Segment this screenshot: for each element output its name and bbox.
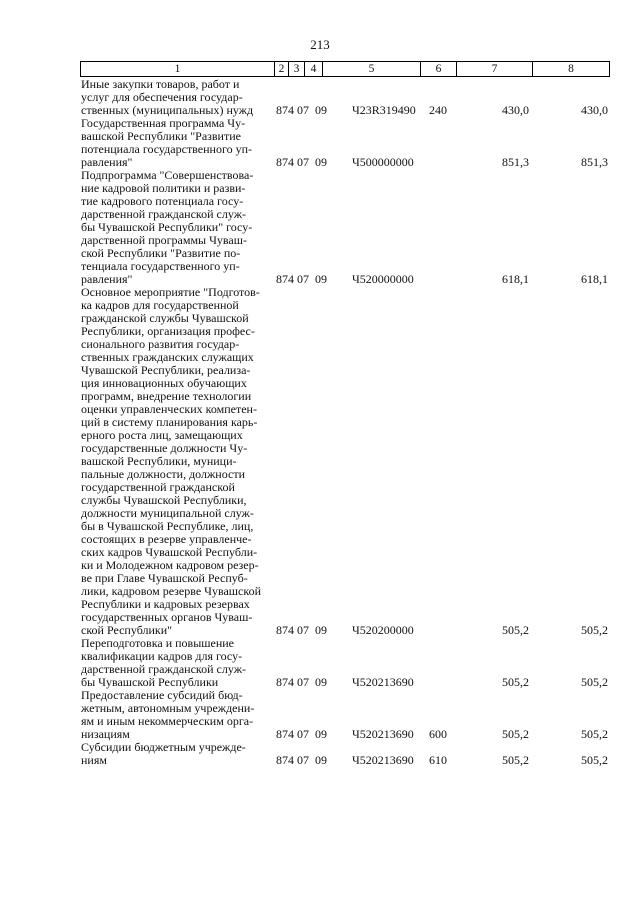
section-code: 07	[297, 675, 309, 689]
header-cell-5: 5	[323, 62, 421, 76]
amount-column-7: 618,1	[502, 272, 529, 286]
subsection-code: 09	[315, 272, 327, 286]
row-description: Подпрограмма "Совершенствова- ние кадровой политики и разви- тие кадрового потенциала госу- дарственной гражданской служ- бы Чувашской Республики" госу- дарственной программы Чуваш- ской Республики "Развитие по- тенциала государственного уп- равления"	[81, 168, 254, 286]
section-code: 07	[297, 272, 309, 286]
expense-type-code: 240	[429, 103, 447, 117]
target-article-code: Ч520000000	[352, 272, 414, 286]
admin-code: 874	[276, 155, 294, 169]
amount-column-8: 505,2	[581, 675, 608, 689]
subsection-code: 09	[315, 103, 327, 117]
subsection-code: 09	[315, 623, 327, 637]
amount-column-7: 505,2	[502, 727, 529, 741]
header-cell-1: 1	[81, 62, 275, 76]
target-article-code: Ч520213690	[352, 727, 414, 741]
table-row	[81, 78, 610, 117]
section-code: 07	[297, 623, 309, 637]
header-cell-3: 3	[289, 62, 305, 76]
amount-column-8: 618,1	[581, 272, 608, 286]
admin-code: 874	[276, 623, 294, 637]
header-cell-6: 6	[421, 62, 457, 76]
table-row	[81, 117, 610, 169]
amount-column-8: 430,0	[581, 103, 608, 117]
row-description: Основное мероприятие "Подготов- ка кадров для государственной гражданской службы Чувашской Республики, организация профес- сионального развития государ- ственных гражданских служащих Чувашской Республики, реализа- ция инновационных обучающих программ, внедрение технологии оценки управленческих компетен- ций в систему планирования карь- ерного роста лиц, замещающих государственные должности Чу- вашской Республики, муници- пальные должности, должности государственной гражданской службы Чувашской Республики, должности муниципальной служ- бы в Чувашской Республике, лиц, состоящих в резерве управленче- ских кадров Чувашской Республи- ки и Молодежном кадровом резер- ве при Главе Чувашской Респуб- лики, кадровом резерве Чувашской Республики и кадровых резервах государственных органов Чуваш- ской Республики"	[81, 285, 261, 637]
subsection-code: 09	[315, 753, 327, 767]
section-code: 07	[297, 727, 309, 741]
page-number: 213	[310, 37, 330, 52]
amount-column-8: 851,3	[581, 155, 608, 169]
header-cell-2: 2	[275, 62, 289, 76]
table-row	[81, 689, 610, 741]
row-description: Предоставление субсидий бюд- жетным, автономным учреждени- ям и иным некоммерческим орга- низациям	[81, 688, 255, 741]
header-cell-4: 4	[305, 62, 323, 76]
row-description: Государственная программа Чу- вашской Республики "Развитие потенциала государственного уп- равления"	[81, 116, 252, 169]
table-row	[81, 637, 610, 689]
admin-code: 874	[276, 727, 294, 741]
amount-column-7: 430,0	[502, 103, 529, 117]
amount-column-8: 505,2	[581, 753, 608, 767]
subsection-code: 09	[315, 155, 327, 169]
row-codes	[81, 754, 610, 767]
header-cell-8: 8	[568, 63, 574, 75]
amount-column-8: 505,2	[581, 623, 608, 637]
admin-code: 874	[276, 103, 294, 117]
header-cell-7: 7	[457, 62, 533, 76]
amount-column-7: 505,2	[502, 623, 529, 637]
admin-code: 874	[276, 675, 294, 689]
expense-type-code: 600	[429, 727, 447, 741]
target-article-code: Ч23R319490	[352, 103, 416, 117]
target-article-code: Ч520213690	[352, 675, 414, 689]
amount-column-8: 505,2	[581, 727, 608, 741]
target-article-code: Ч520200000	[352, 623, 414, 637]
amount-column-7: 505,2	[502, 753, 529, 767]
section-code: 07	[297, 753, 309, 767]
expense-type-code: 610	[429, 753, 447, 767]
table-row	[81, 169, 610, 286]
target-article-code: Ч500000000	[352, 155, 414, 169]
table-body	[81, 78, 610, 767]
target-article-code: Ч520213690	[352, 753, 414, 767]
amount-column-7: 505,2	[502, 675, 529, 689]
subsection-code: 09	[315, 727, 327, 741]
row-description: Иные закупки товаров, работ и услуг для обеспечения государ- ственных (муниципальных) нужд	[81, 77, 254, 117]
admin-code: 874	[276, 272, 294, 286]
row-description: Субсидии бюджетным учрежде- ниям	[81, 740, 246, 767]
admin-code: 874	[276, 753, 294, 767]
row-description: Переподготовка и повышение квалификации кадров для госу- дарственной гражданской служ- бы Чувашской Республики	[81, 636, 246, 689]
table-row	[81, 741, 610, 767]
table-row	[81, 286, 610, 637]
section-code: 07	[297, 103, 309, 117]
table-header-row	[80, 61, 610, 77]
amount-column-7: 851,3	[502, 155, 529, 169]
section-code: 07	[297, 155, 309, 169]
subsection-code: 09	[315, 675, 327, 689]
